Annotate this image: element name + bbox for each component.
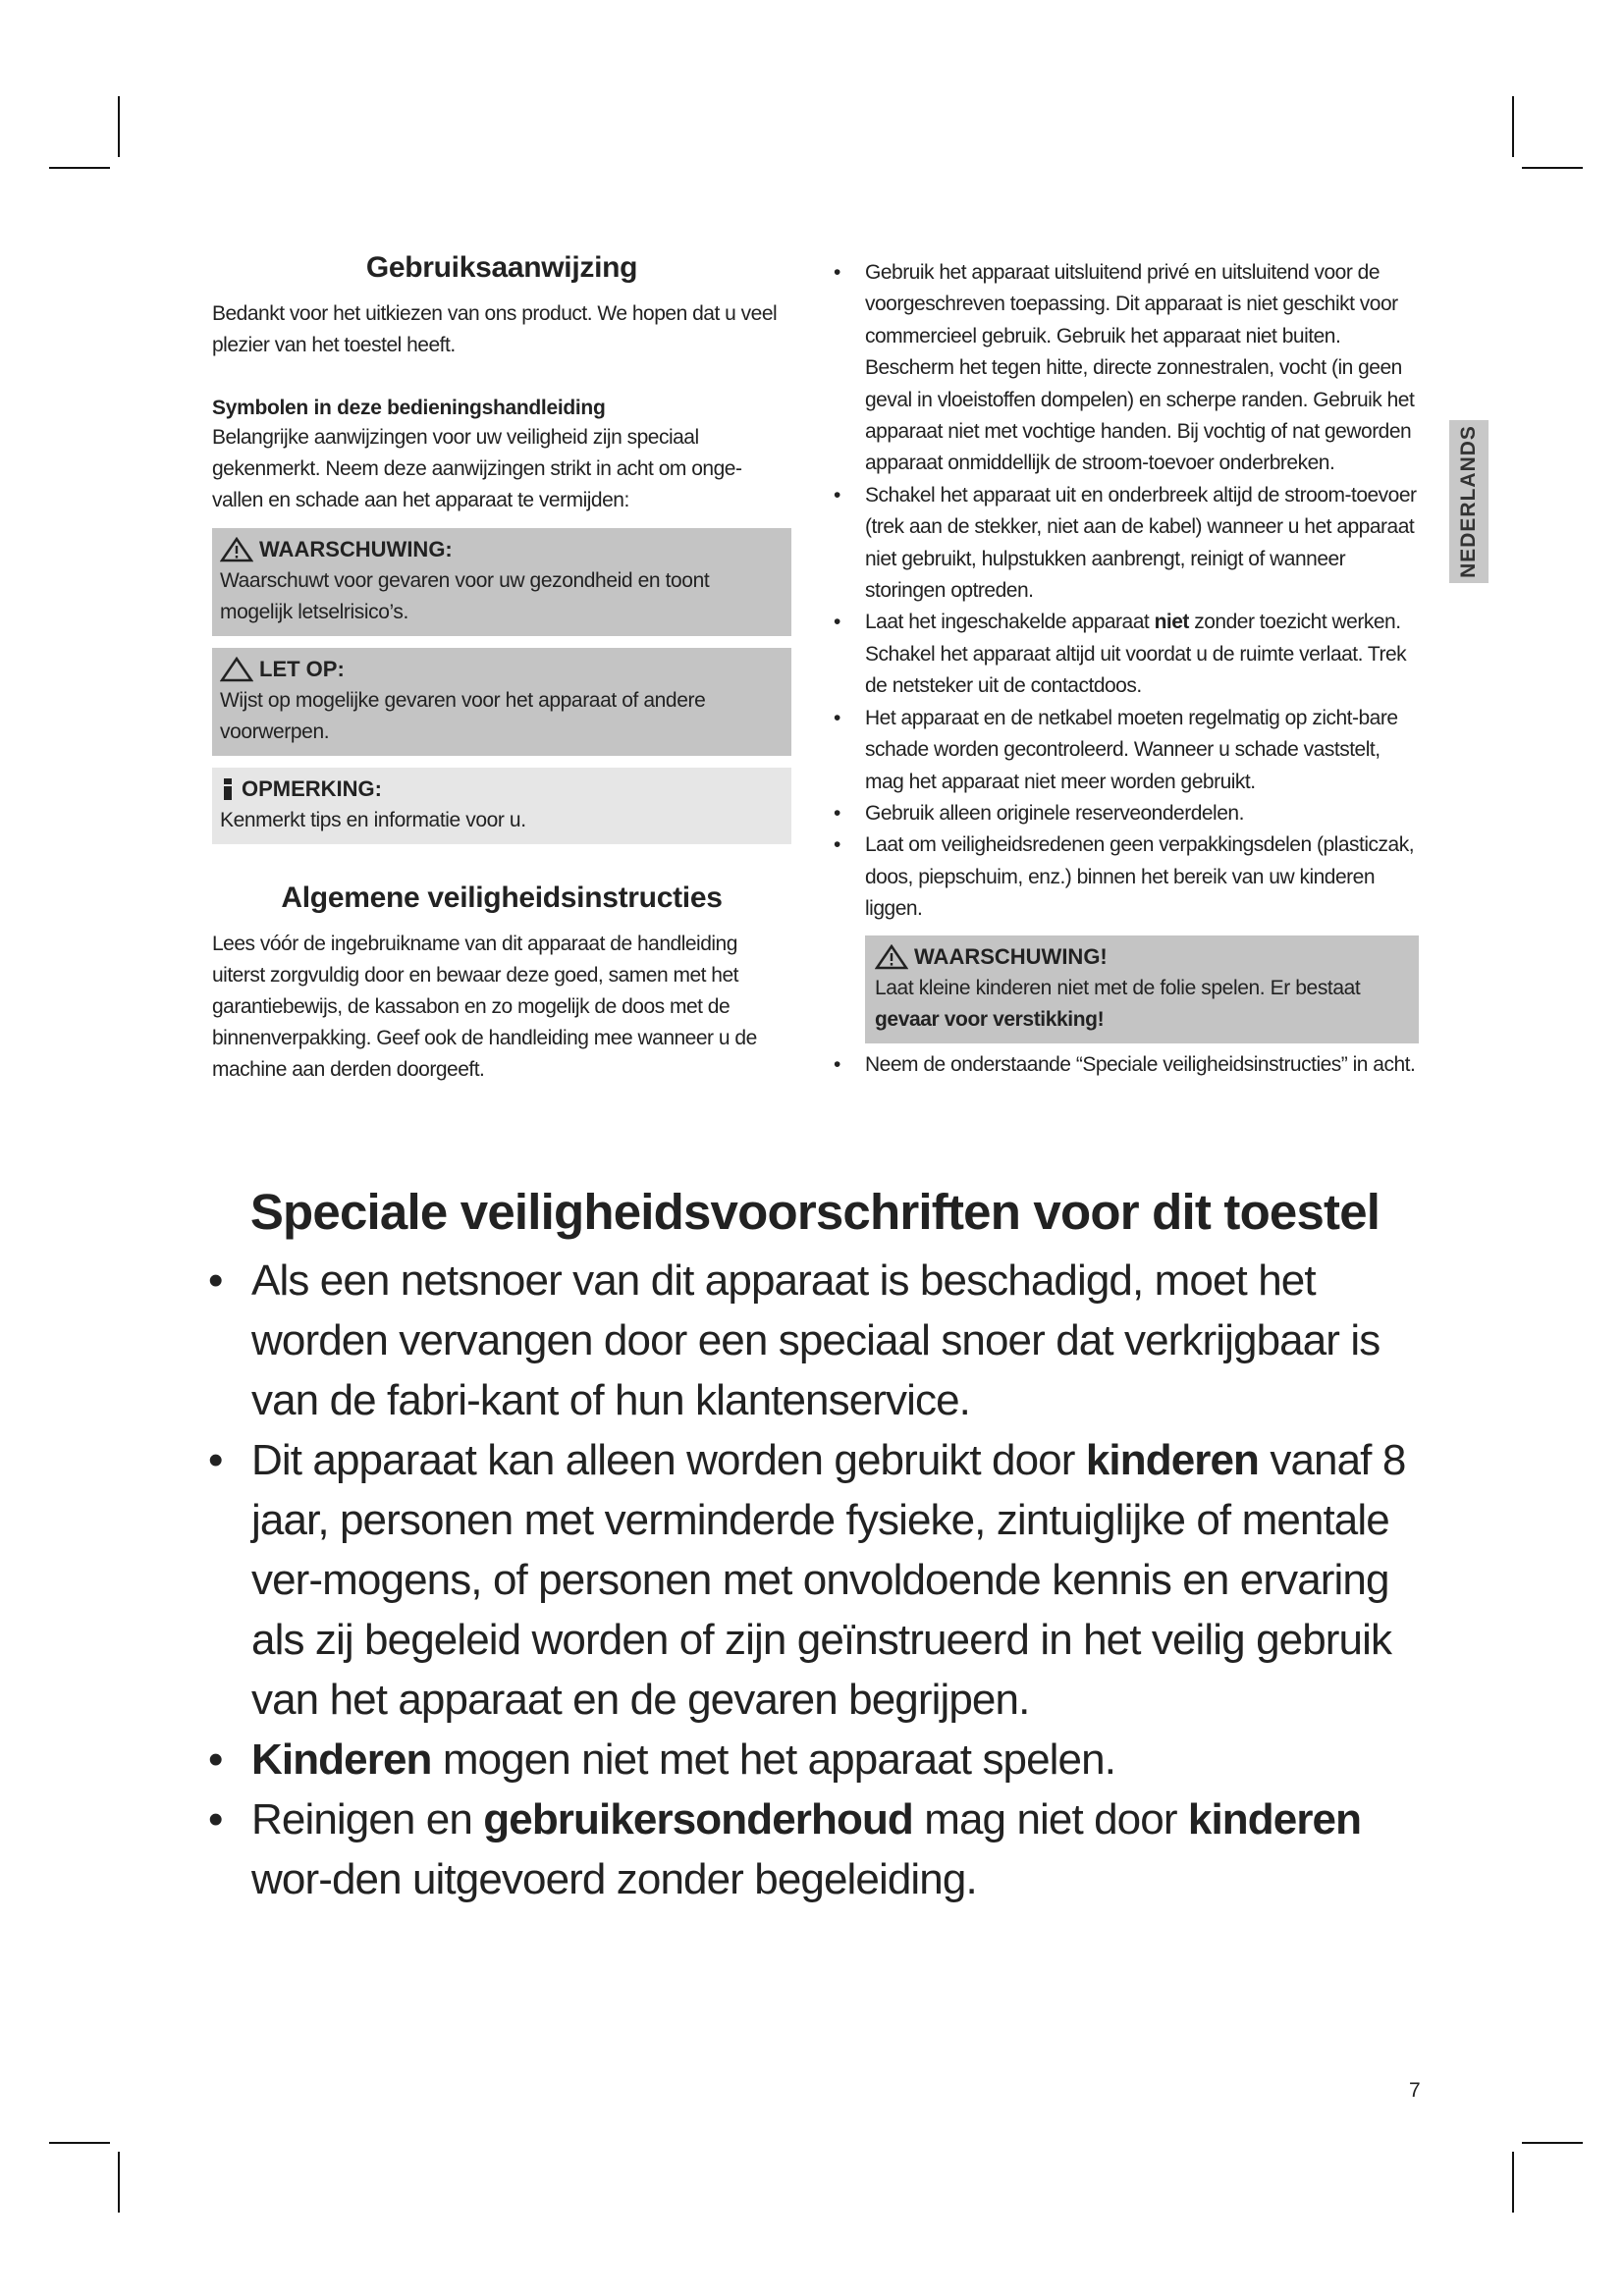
caution-box: [212, 648, 791, 756]
crop-mark: [1522, 167, 1583, 169]
crop-mark: [49, 2142, 110, 2144]
left-column: [212, 251, 791, 1086]
list-item: • Gebruik alleen originele reserveonderdelen.: [830, 798, 1419, 829]
crop-mark: [1512, 96, 1514, 157]
safety-list-end: [830, 1049, 1419, 1081]
list-item: • Dit apparaat kan alleen worden gebruikt door kinderen vanaf 8 jaar, personen met verminderde fysieke, zintuiglijke of mentale ver-mogens, of personen met onvoldoende kennis en ervaring als zij begeleid worden of zijn geïnstrueerd in het veilig gebruik van het apparaat en de gevaren begrijpen.: [196, 1430, 1434, 1730]
language-tab: [1449, 420, 1489, 583]
note-text: Kenmerkt tips en informatie voor u.: [220, 809, 526, 831]
symbols-heading: Symbolen in deze bedieningshandleiding: [212, 397, 606, 419]
list-item: • Neem de onderstaande “Speciale veiligheidsinstructies” in acht.: [830, 1049, 1419, 1081]
page-number: 7: [1409, 2079, 1421, 2102]
suffocation-warning-box: [865, 935, 1419, 1043]
warning-title: WAARSCHUWING:: [259, 537, 453, 561]
special-safety-section: [196, 1183, 1434, 1909]
crop-mark: [1522, 2142, 1583, 2144]
general-safety-text: Lees vóór de ingebruikname van dit apparaat de handleiding uiterst zorgvuldig door en bewaar deze goed, samen met het garantiebewijs, de kassabon en zo mogelijk de doos met de binnenverpakking. Geef ook de handleiding mee wanneer u de machine aan derden doorgeeft.: [212, 933, 757, 1081]
manual-title: Gebruiksaanwijzing: [365, 251, 638, 284]
caution-title: LET OP:: [259, 657, 345, 681]
special-safety-title: Speciale veiligheidsvoorschriften voor dit toestel: [249, 1184, 1380, 1240]
warning-text: Waarschuwt voor gevaren voor uw gezondheid en toont mogelijk letselrisico’s.: [220, 569, 710, 623]
caution-triangle-icon: [220, 657, 253, 682]
list-item: • Gebruik het apparaat uitsluitend privé en uitsluitend voor de voorgeschreven toepassing. Dit apparaat is niet geschikt voor commercieel gebruik. Gebruik het apparaat niet buiten. Bescherm het tegen hitte, directe zonnestralen, vocht (in geen geval in vloeistoffen dompelen) en scherpe randen. Gebruik het apparaat niet met vochtige handen. Bij vochtig of nat geworden apparaat onmiddellijk de stroom-toevoer onderbreken.: [830, 257, 1419, 480]
language-tab-label: NEDERLANDS: [1457, 425, 1480, 578]
safety-list: [830, 257, 1419, 926]
list-item: • Reinigen en gebruikersonderhoud mag niet door kinderen wor-den uitgevoerd zonder begeleiding.: [196, 1789, 1434, 1909]
symbols-text: Belangrijke aanwijzingen voor uw veiligheid zijn speciaal gekenmerkt. Neem deze aanwijzingen strikt in acht om onge-vallen en schade aan het apparaat te vermijden:: [212, 426, 742, 511]
list-item: • Als een netsnoer van dit apparaat is beschadigd, moet het worden vervangen door een speciaal snoer dat verkrijgbaar is van de fabri-kant of hun klantenservice.: [196, 1251, 1434, 1430]
special-safety-list: [196, 1251, 1434, 1909]
warning-box: [212, 528, 791, 636]
warning-triangle-icon: [875, 944, 908, 970]
list-item: • Laat het ingeschakelde apparaat niet zonder toezicht werken. Schakel het apparaat altijd uit voordat u de ruimte verlaat. Trek de netsteker uit de contactdoos.: [830, 607, 1419, 702]
crop-mark: [49, 167, 110, 169]
right-column: [830, 257, 1419, 1081]
info-icon: [220, 776, 236, 802]
crop-mark: [118, 96, 120, 157]
general-safety-title: Algemene veiligheidsinstructies: [281, 881, 723, 914]
list-item: • Het apparaat en de netkabel moeten regelmatig op zicht-bare schade worden gecontroleerd. Wanneer u schade vaststelt, mag het apparaat niet meer worden gebruikt.: [830, 703, 1419, 798]
list-item: • Laat om veiligheidsredenen geen verpakkingsdelen (plasticzak, doos, piepschuim, enz.) binnen het bereik van uw kinderen liggen.: [830, 829, 1419, 925]
note-title: OPMERKING:: [242, 776, 382, 801]
intro-text: Bedankt voor het uitkiezen van ons product. We hopen dat u veel plezier van het toestel heeft.: [212, 302, 778, 356]
crop-mark: [1512, 2152, 1514, 2213]
warning-title: WAARSCHUWING!: [914, 943, 1108, 969]
crop-mark: [118, 2152, 120, 2213]
list-item: • Kinderen mogen niet met het apparaat spelen.: [196, 1730, 1434, 1789]
note-box: [212, 768, 791, 844]
warning-triangle-icon: [220, 537, 253, 562]
list-item: • Schakel het apparaat uit en onderbreek altijd de stroom-toevoer (trek aan de stekker, niet aan de kabel) wanneer u het apparaat niet gebruikt, hulpstukken aanbrengt, reinigt of wanneer storingen optreden.: [830, 480, 1419, 608]
warning-text: Laat kleine kinderen niet met de folie spelen. Er bestaat gevaar voor verstikking!: [875, 976, 1361, 1031]
caution-text: Wijst op mogelijke gevaren voor het apparaat of andere voorwerpen.: [220, 689, 706, 743]
